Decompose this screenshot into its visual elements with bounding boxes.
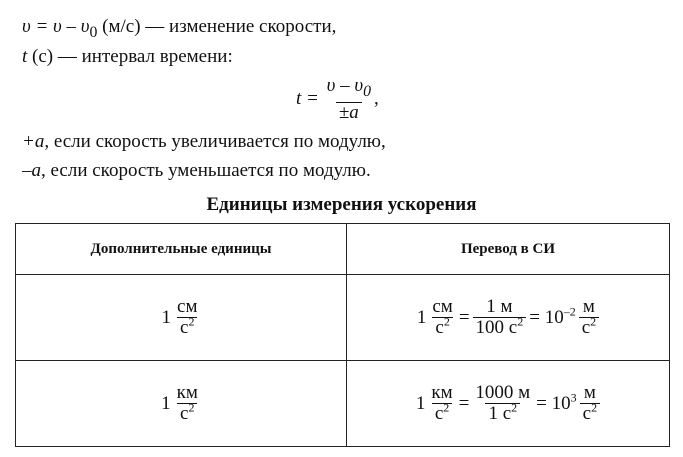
units-table [15, 223, 670, 447]
acceleration-positive-text: , если скорость увеличивается по модулю, [44, 131, 386, 152]
eq-ten: = 10 [536, 392, 571, 414]
conv-den [473, 314, 527, 338]
res-num: м [582, 296, 595, 317]
res-num: м [583, 382, 596, 403]
unit-den-text: с [180, 403, 189, 424]
time-interval-line [22, 46, 233, 68]
si-den [432, 400, 452, 424]
conversion-fraction [472, 383, 533, 424]
unit-den-exp: 2 [188, 314, 195, 329]
eq-ten: = 10 [529, 306, 564, 328]
unit-cell [16, 361, 347, 447]
res-den-exp: 2 [591, 400, 598, 415]
acceleration-negative-line [22, 160, 371, 182]
unit-coef: 1 [161, 392, 171, 414]
unit-fraction [174, 383, 201, 424]
si-coef: 1 [416, 306, 427, 328]
conv-den-exp: 2 [517, 314, 524, 329]
res-den [580, 400, 600, 424]
unit-num: см [177, 296, 198, 317]
table-header-row [16, 224, 670, 275]
table-row [16, 361, 670, 447]
formula-num-sub: 0 [363, 82, 371, 100]
header-si-conversion: Перевод в СИ [347, 224, 670, 275]
formula-fraction [324, 76, 374, 123]
exponent: 3 [570, 390, 577, 405]
equals-sign: = [458, 392, 470, 414]
si-cell [347, 361, 670, 447]
acceleration-positive-line [22, 131, 386, 153]
conv-den-text: 100 с [475, 317, 518, 338]
exponent: –2 [563, 304, 576, 319]
unit-den-text: с [180, 317, 189, 338]
si-fraction [428, 383, 455, 424]
unit-coef: 1 [161, 306, 172, 328]
header-extra-units: Дополнительные единицы [16, 224, 347, 275]
result-fraction [579, 297, 599, 338]
table-title: Единицы измерения ускорения [206, 194, 477, 215]
res-den-text: с [581, 317, 591, 338]
v0-symbol: υ [80, 16, 90, 37]
minus-a-symbol: –a [22, 160, 41, 181]
power-of-ten [529, 304, 576, 329]
formula-t-lhs: t = [296, 87, 319, 109]
si-fraction [429, 297, 455, 338]
unit-den [177, 314, 197, 338]
conv-den-text: 1 с [488, 403, 512, 424]
res-den-text: с [582, 403, 592, 424]
si-den-exp: 2 [443, 314, 450, 329]
si-den [432, 314, 452, 338]
time-interval-text: (с) — интервал времени: [27, 46, 233, 67]
si-num: см [432, 296, 453, 317]
res-den [579, 314, 599, 338]
si-coef: 1 [415, 392, 426, 414]
unit-expression [162, 297, 201, 338]
res-den-exp: 2 [590, 314, 597, 329]
minus-sign: – [61, 16, 81, 37]
formula-denominator: ±a [336, 102, 362, 123]
si-den-text: с [434, 403, 444, 424]
formula-num-text: υ – υ [326, 75, 364, 96]
result-fraction [580, 383, 600, 424]
unit-cell [16, 275, 347, 361]
unit-den-exp: 2 [188, 400, 195, 415]
si-den-text: с [435, 317, 444, 338]
time-formula [296, 76, 379, 123]
v-minus-v-lhs: υ = υ [22, 16, 62, 37]
plus-a-symbol: +a [22, 131, 45, 152]
formula-comma: , [373, 87, 379, 109]
table-row [16, 275, 670, 361]
si-cell [347, 275, 670, 361]
si-num: км [431, 382, 453, 403]
unit-den [177, 400, 197, 424]
equals-sign: = [458, 306, 470, 328]
velocity-change-text: (м/с) — изменение скорости, [97, 16, 337, 37]
si-den-exp: 2 [443, 400, 450, 415]
formula-numerator [324, 76, 374, 102]
conv-den-exp: 2 [511, 400, 518, 415]
power-of-ten [536, 390, 577, 415]
unit-expression [161, 383, 201, 424]
acceleration-negative-text: , если скорость уменьшается по модулю. [41, 160, 371, 181]
conv-den [485, 400, 520, 424]
conv-num: 1 м [486, 296, 513, 317]
si-expression [416, 383, 600, 424]
v0-subscript: 0 [89, 23, 98, 41]
conv-num: 1000 м [475, 382, 531, 403]
unit-num: км [176, 382, 198, 403]
velocity-change-line [22, 16, 336, 44]
si-expression [417, 297, 599, 338]
unit-fraction [174, 297, 200, 338]
t-symbol: t [22, 46, 28, 67]
conversion-fraction [473, 297, 527, 338]
